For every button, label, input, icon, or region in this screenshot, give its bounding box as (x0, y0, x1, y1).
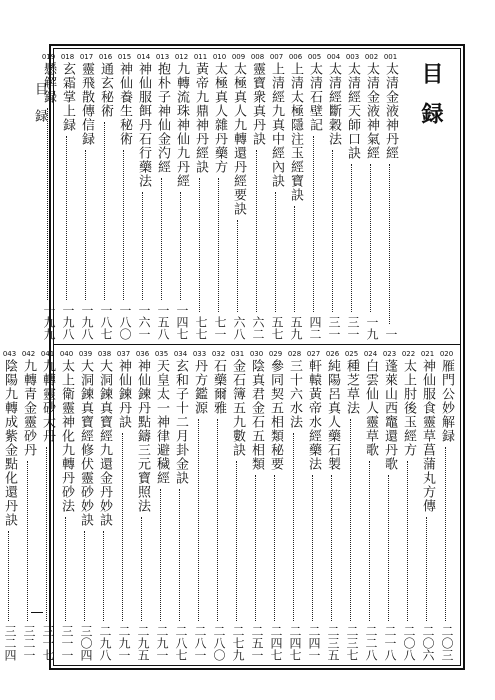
entry-number: 014 (136, 53, 151, 61)
leader-dots (217, 419, 218, 621)
toc-entry[interactable] (437, 347, 456, 663)
entry-page: 六二 (251, 316, 265, 340)
entry-number: 029 (268, 350, 283, 358)
toc-top-entries (39, 50, 400, 342)
entry-number: 023 (382, 350, 397, 358)
leader-dots (199, 178, 200, 312)
entry-page: 二八〇 (212, 625, 226, 661)
toc-entry[interactable] (19, 347, 38, 663)
entry-page: 三一 (346, 316, 360, 340)
leader-dots (198, 419, 199, 621)
entry-page: 二〇六 (421, 625, 435, 661)
entry-page: 二九一 (155, 625, 169, 661)
entry-page: 二二八 (364, 625, 378, 661)
entry-page: 三〇四 (79, 625, 93, 661)
toc-entry[interactable] (285, 347, 304, 663)
leader-dots (294, 206, 295, 312)
entry-number: 005 (307, 53, 322, 61)
leader-dots (370, 164, 371, 312)
entry-number: 013 (155, 53, 170, 61)
leader-dots (351, 164, 352, 312)
entry-page: 三二四 (3, 625, 17, 661)
entry-page: 一六一 (137, 304, 151, 340)
toc-entry[interactable] (77, 50, 96, 342)
toc-entry[interactable] (229, 50, 248, 342)
toc-entry[interactable] (418, 347, 437, 663)
entry-title: 陰真君金石五相類 (249, 359, 264, 471)
entry-title: 太極真人九轉還丹經要訣 (231, 62, 246, 216)
entry-title: 石藥爾雅 (211, 359, 226, 415)
entry-title: 玄霜掌上録 (60, 62, 75, 132)
entry-number: 028 (287, 350, 302, 358)
toc-entry[interactable] (266, 347, 285, 663)
toc-entry[interactable] (342, 347, 361, 663)
leader-dots (179, 489, 180, 621)
entry-number: 038 (97, 350, 112, 358)
leader-dots (256, 150, 257, 312)
toc-entry[interactable] (209, 347, 228, 663)
entry-title: 九轉靈砂大丹 (40, 359, 55, 443)
entry-page: 二四七 (288, 625, 302, 661)
entry-number: 006 (288, 53, 303, 61)
entry-page: 一九八 (61, 304, 75, 340)
entry-title: 神仙養生秘術 (117, 62, 132, 146)
entry-title: 懸解録 (41, 62, 56, 104)
leader-dots (237, 220, 238, 312)
toc-entry[interactable] (343, 50, 362, 342)
entry-number: 017 (79, 53, 94, 61)
entry-title: 大洞鍊真寶經修伏靈砂妙訣 (78, 359, 93, 527)
toc-entry[interactable] (323, 347, 342, 663)
entry-number: 043 (2, 350, 17, 358)
entry-title: 太上衛靈神化九轉丹砂法 (59, 359, 74, 513)
entry-number: 036 (135, 350, 150, 358)
entry-number: 034 (173, 350, 188, 358)
toc-entry[interactable] (361, 347, 380, 663)
entry-page: 五七 (270, 316, 284, 340)
entry-number: 002 (364, 53, 379, 61)
entry-title: 三十六水法 (287, 359, 302, 429)
toc-bottom-entries (0, 347, 456, 663)
toc-entry[interactable] (38, 347, 57, 663)
leader-dots (274, 475, 275, 621)
toc-entry[interactable] (210, 50, 229, 342)
entry-number: 031 (230, 350, 245, 358)
toc-entry[interactable] (381, 50, 400, 342)
toc-entry[interactable] (153, 50, 172, 342)
entry-title: 丹方鑑源 (192, 359, 207, 415)
entry-title: 靈飛散傳信録 (79, 62, 94, 146)
entry-page: 二七九 (231, 625, 245, 661)
toc-entry[interactable] (57, 347, 76, 663)
toc-entry[interactable] (228, 347, 247, 663)
entry-number: 030 (249, 350, 264, 358)
entry-title: 神仙服食靈草菖蒲丸方傳 (420, 359, 435, 513)
entry-title: 蓬萊山西竈還丹歌 (382, 359, 397, 471)
entry-page: 二三五 (326, 625, 340, 661)
entry-number: 007 (269, 53, 284, 61)
entry-number: 024 (363, 350, 378, 358)
entry-title: 九轉流珠神仙九丹經 (174, 62, 189, 188)
leader-dots (123, 150, 124, 300)
toc-entry[interactable] (171, 347, 190, 663)
entry-number: 010 (212, 53, 227, 61)
entry-title: 太清經天師口訣 (345, 62, 360, 160)
entry-title: 太清經斷穀法 (326, 62, 341, 146)
entry-number: 022 (401, 350, 416, 358)
entry-page: 一九 (365, 316, 379, 340)
entry-page: 三一 (327, 316, 341, 340)
entry-page: 一八七 (99, 304, 113, 340)
toc-bottom-section (2, 347, 456, 663)
toc-entry[interactable] (96, 50, 115, 342)
entry-title: 太上肘後玉經方 (401, 359, 416, 457)
toc-entry[interactable] (304, 347, 323, 663)
entry-page: 一九八 (80, 304, 94, 340)
entry-number: 033 (192, 350, 207, 358)
entry-title: 參同契五相類秘要 (268, 359, 283, 471)
leader-dots (426, 517, 427, 621)
entry-number: 003 (345, 53, 360, 61)
entry-number: 004 (326, 53, 341, 61)
entry-title: 神仙鍊丹訣 (116, 359, 131, 429)
entry-number: 015 (117, 53, 132, 61)
entry-number: 016 (98, 53, 113, 61)
entry-title: 白雲仙人靈草歌 (363, 359, 378, 457)
leader-dots (47, 108, 48, 300)
entry-number: 011 (193, 53, 208, 61)
leader-dots (85, 150, 86, 300)
toc-entry[interactable] (95, 347, 114, 663)
toc-entry[interactable] (247, 347, 266, 663)
leader-dots (122, 433, 123, 621)
entry-title: 九轉青金靈砂丹 (21, 359, 36, 457)
leader-dots (65, 517, 66, 621)
toc-entry[interactable] (191, 50, 210, 342)
toc-entry[interactable] (114, 347, 133, 663)
page-title: 目録 (418, 62, 444, 142)
entry-page: 一 (384, 328, 398, 340)
entry-page: 六八 (232, 316, 246, 340)
entry-page: 五九 (289, 316, 303, 340)
entry-number: 009 (231, 53, 246, 61)
entry-title: 通玄秘術 (98, 62, 113, 118)
entry-title: 抱朴子神仙金汋經 (155, 62, 170, 174)
entry-number: 041 (40, 350, 55, 358)
entry-number: 035 (154, 350, 169, 358)
entry-page: 二四一 (307, 625, 321, 661)
entry-number: 001 (383, 53, 398, 61)
leader-dots (293, 433, 294, 621)
leader-dots (141, 517, 142, 621)
toc-entry[interactable] (76, 347, 95, 663)
leader-dots (142, 192, 143, 300)
leader-dots (389, 164, 390, 324)
entry-title: 太清金液神丹經 (383, 62, 398, 160)
toc-entry[interactable] (115, 50, 134, 342)
toc-entry[interactable] (133, 347, 152, 663)
leader-dots (161, 178, 162, 300)
section-divider (53, 344, 461, 345)
entry-number: 039 (78, 350, 93, 358)
entry-page: 三一七 (41, 625, 55, 661)
leader-dots (236, 461, 237, 621)
entry-page: 二八一 (193, 625, 207, 661)
entry-page: 一九九 (42, 304, 56, 340)
entry-number: 021 (420, 350, 435, 358)
entry-title: 陰陽九轉成紫金點化還丹訣 (2, 359, 17, 527)
entry-title: 天皇太一神律避穢經 (154, 359, 169, 485)
leader-dots (407, 461, 408, 621)
entry-number: 026 (325, 350, 340, 358)
entry-page: 一八〇 (118, 304, 132, 340)
entry-page: 二〇三 (440, 625, 454, 661)
entry-title: 大洞鍊真寶經九還金丹妙訣 (97, 359, 112, 527)
entry-title: 金石簿五九數訣 (230, 359, 245, 457)
entry-page: 一四七 (175, 304, 189, 340)
leader-dots (218, 178, 219, 312)
toc-entry[interactable] (0, 347, 19, 663)
entry-title: 靈寶衆真丹訣 (250, 62, 265, 146)
entry-number: 042 (21, 350, 36, 358)
entry-title: 雁門公妙解録 (439, 359, 454, 443)
leader-dots (103, 531, 104, 621)
leader-dots (275, 192, 276, 312)
entry-number: 037 (116, 350, 131, 358)
entry-page: 二〇八 (402, 625, 416, 661)
entry-page: 二五一 (250, 625, 264, 661)
leader-dots (8, 531, 9, 621)
entry-title: 黃帝九鼎神丹經訣 (193, 62, 208, 174)
leader-dots (331, 475, 332, 621)
leader-dots (445, 447, 446, 621)
entry-title: 太極真人雜丹藥方 (212, 62, 227, 174)
entry-title: 軒轅黃帝水經藥法 (306, 359, 321, 471)
toc-top-section (41, 50, 400, 342)
entry-title: 太清石壁記 (307, 62, 322, 132)
entry-title: 玄和子十二月卦金訣 (173, 359, 188, 485)
toc-entry[interactable] (39, 50, 58, 342)
entry-title: 太清金液神氣經 (364, 62, 379, 160)
entry-number: 025 (344, 350, 359, 358)
entry-number: 008 (250, 53, 265, 61)
leader-dots (27, 461, 28, 621)
leader-dots (160, 489, 161, 621)
entry-number: 032 (211, 350, 226, 358)
entry-title: 神仙鍊丹點鑄三元寶照法 (135, 359, 150, 513)
entry-page: 三一一 (60, 625, 74, 661)
toc-entry[interactable] (248, 50, 267, 342)
toc-entry[interactable] (152, 347, 171, 663)
toc-entry[interactable] (172, 50, 191, 342)
entry-number: 020 (439, 350, 454, 358)
leader-dots (332, 150, 333, 312)
toc-entry[interactable] (134, 50, 153, 342)
toc-entry[interactable] (58, 50, 77, 342)
entry-number: 018 (60, 53, 75, 61)
leader-dots (255, 475, 256, 621)
entry-number: 019 (41, 53, 56, 61)
leader-dots (312, 475, 313, 621)
entry-page: 二一八 (383, 625, 397, 661)
leader-dots (369, 461, 370, 621)
toc-entry[interactable] (267, 50, 286, 342)
entry-page: 一五八 (156, 304, 170, 340)
entry-title: 上清太極隱注玉經寶訣 (288, 62, 303, 202)
leader-dots (104, 122, 105, 300)
entry-title: 神仙服餌丹石行藥法 (136, 62, 151, 188)
entry-page: 二三七 (345, 625, 359, 661)
entry-title: 上清經九真中經內訣 (269, 62, 284, 188)
entry-number: 012 (174, 53, 189, 61)
entry-page: 七七 (194, 316, 208, 340)
entry-title: 種芝草法 (344, 359, 359, 415)
leader-dots (180, 192, 181, 300)
leader-dots (313, 136, 314, 312)
toc-entry[interactable] (305, 50, 324, 342)
running-title: 目録 (32, 82, 47, 136)
leader-dots (84, 531, 85, 621)
entry-page: 二九五 (136, 625, 150, 661)
leader-dots (388, 475, 389, 621)
entry-number: 027 (306, 350, 321, 358)
toc-entry[interactable] (362, 50, 381, 342)
leader-dots (46, 447, 47, 621)
entry-page: 七一 (213, 316, 227, 340)
entry-page: 四二 (308, 316, 322, 340)
leader-dots (350, 419, 351, 621)
entry-page: 三二一 (22, 625, 36, 661)
toc-entry[interactable] (380, 347, 399, 663)
entry-number: 040 (59, 350, 74, 358)
leader-dots (66, 136, 67, 300)
toc-entry[interactable] (324, 50, 343, 342)
toc-entry[interactable] (286, 50, 305, 342)
entry-page: 二九八 (98, 625, 112, 661)
entry-page: 二四七 (269, 625, 283, 661)
toc-entry[interactable] (190, 347, 209, 663)
entry-page: 二九一 (117, 625, 131, 661)
toc-entry[interactable] (399, 347, 418, 663)
entry-title: 純陽呂真人藥石製 (325, 359, 340, 471)
entry-page: 二八七 (174, 625, 188, 661)
